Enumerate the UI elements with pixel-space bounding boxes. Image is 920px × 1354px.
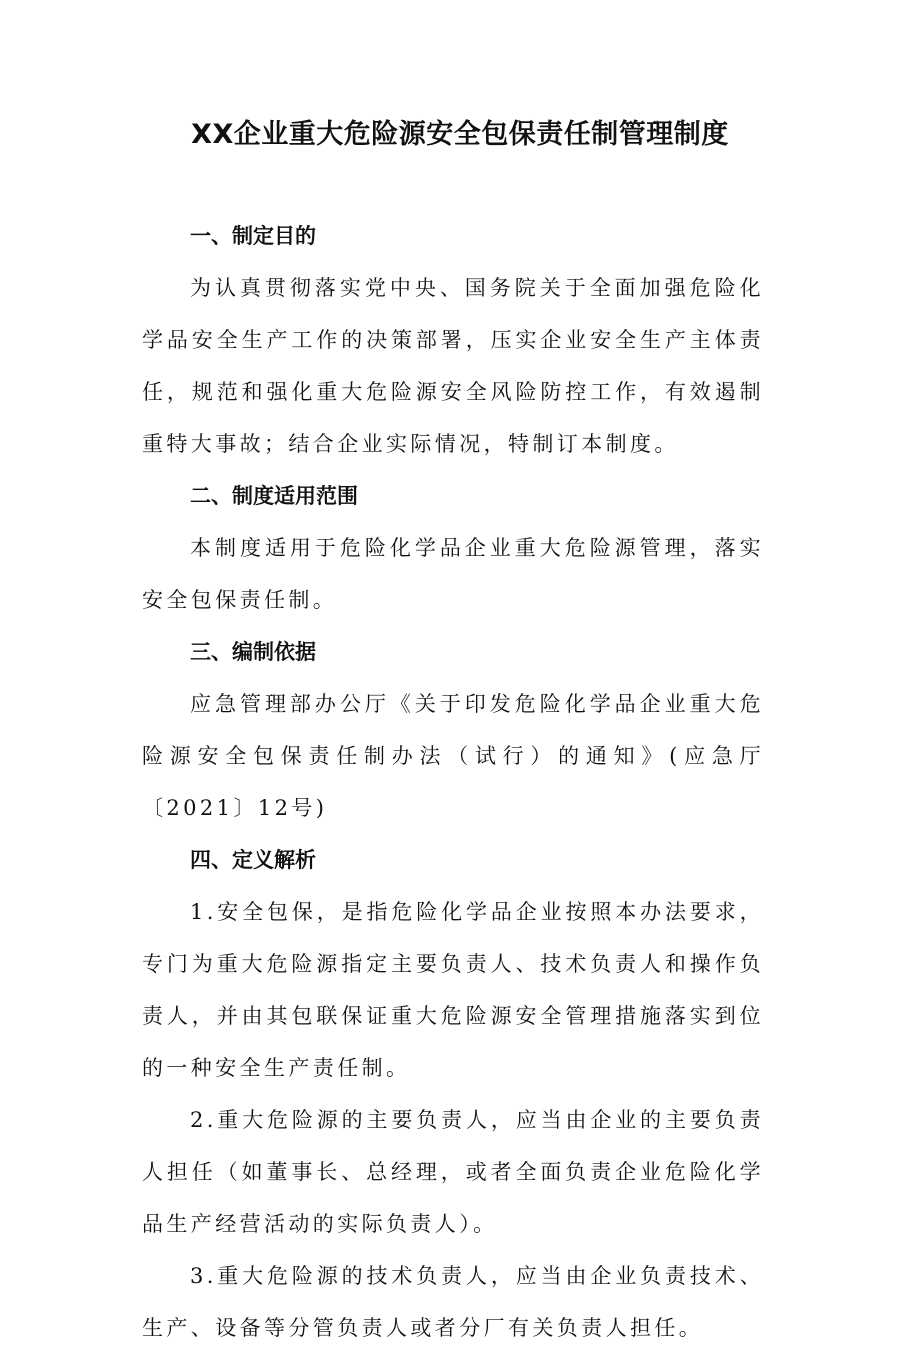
paragraph-purpose: 为认真贯彻落实党中央、国务院关于全面加强危险化学品安全生产工作的决策部署，压实企业安全生产主体责任，规范和强化重大危险源安全风险防控工作，有效遏制重特大事故；结合企业实际情况，特制订本制度。 [142,276,764,456]
paragraph-definition-2: 2.重大危险源的主要负责人，应当由企业的主要负责人担任（如董事长、总经理，或者全面负责企业危险化学品生产经营活动的实际负责人）。 [142,1108,764,1236]
document-body [142,210,764,1354]
paragraph-definition-1: 1.安全包保，是指危险化学品企业按照本办法要求，专门为重大危险源指定主要负责人、技术负责人和操作负责人，并由其包联保证重大危险源安全管理措施落实到位的一种安全生产责任制。 [142,900,764,1080]
paragraph-scope: 本制度适用于危险化学品企业重大危险源管理，落实安全包保责任制。 [142,536,764,612]
paragraph-basis: 应急管理部办公厅《关于印发危险化学品企业重大危险源安全包保责任制办法（试行）的通知》(应急厅〔2021〕12号) [142,692,764,820]
section-heading-basis: 三、编制依据 [190,640,316,664]
section-heading-scope: 二、制度适用范围 [190,484,358,508]
paragraph-definition-3: 3.重大危险源的技术负责人，应当由企业负责技术、生产、设备等分管负责人或者分厂有关负责人担任。 [142,1264,764,1340]
document-title: XX企业重大危险源安全包保责任制管理制度 [191,119,729,150]
section-heading-purpose: 一、制定目的 [190,224,316,248]
section-heading-definitions: 四、定义解析 [190,848,316,872]
